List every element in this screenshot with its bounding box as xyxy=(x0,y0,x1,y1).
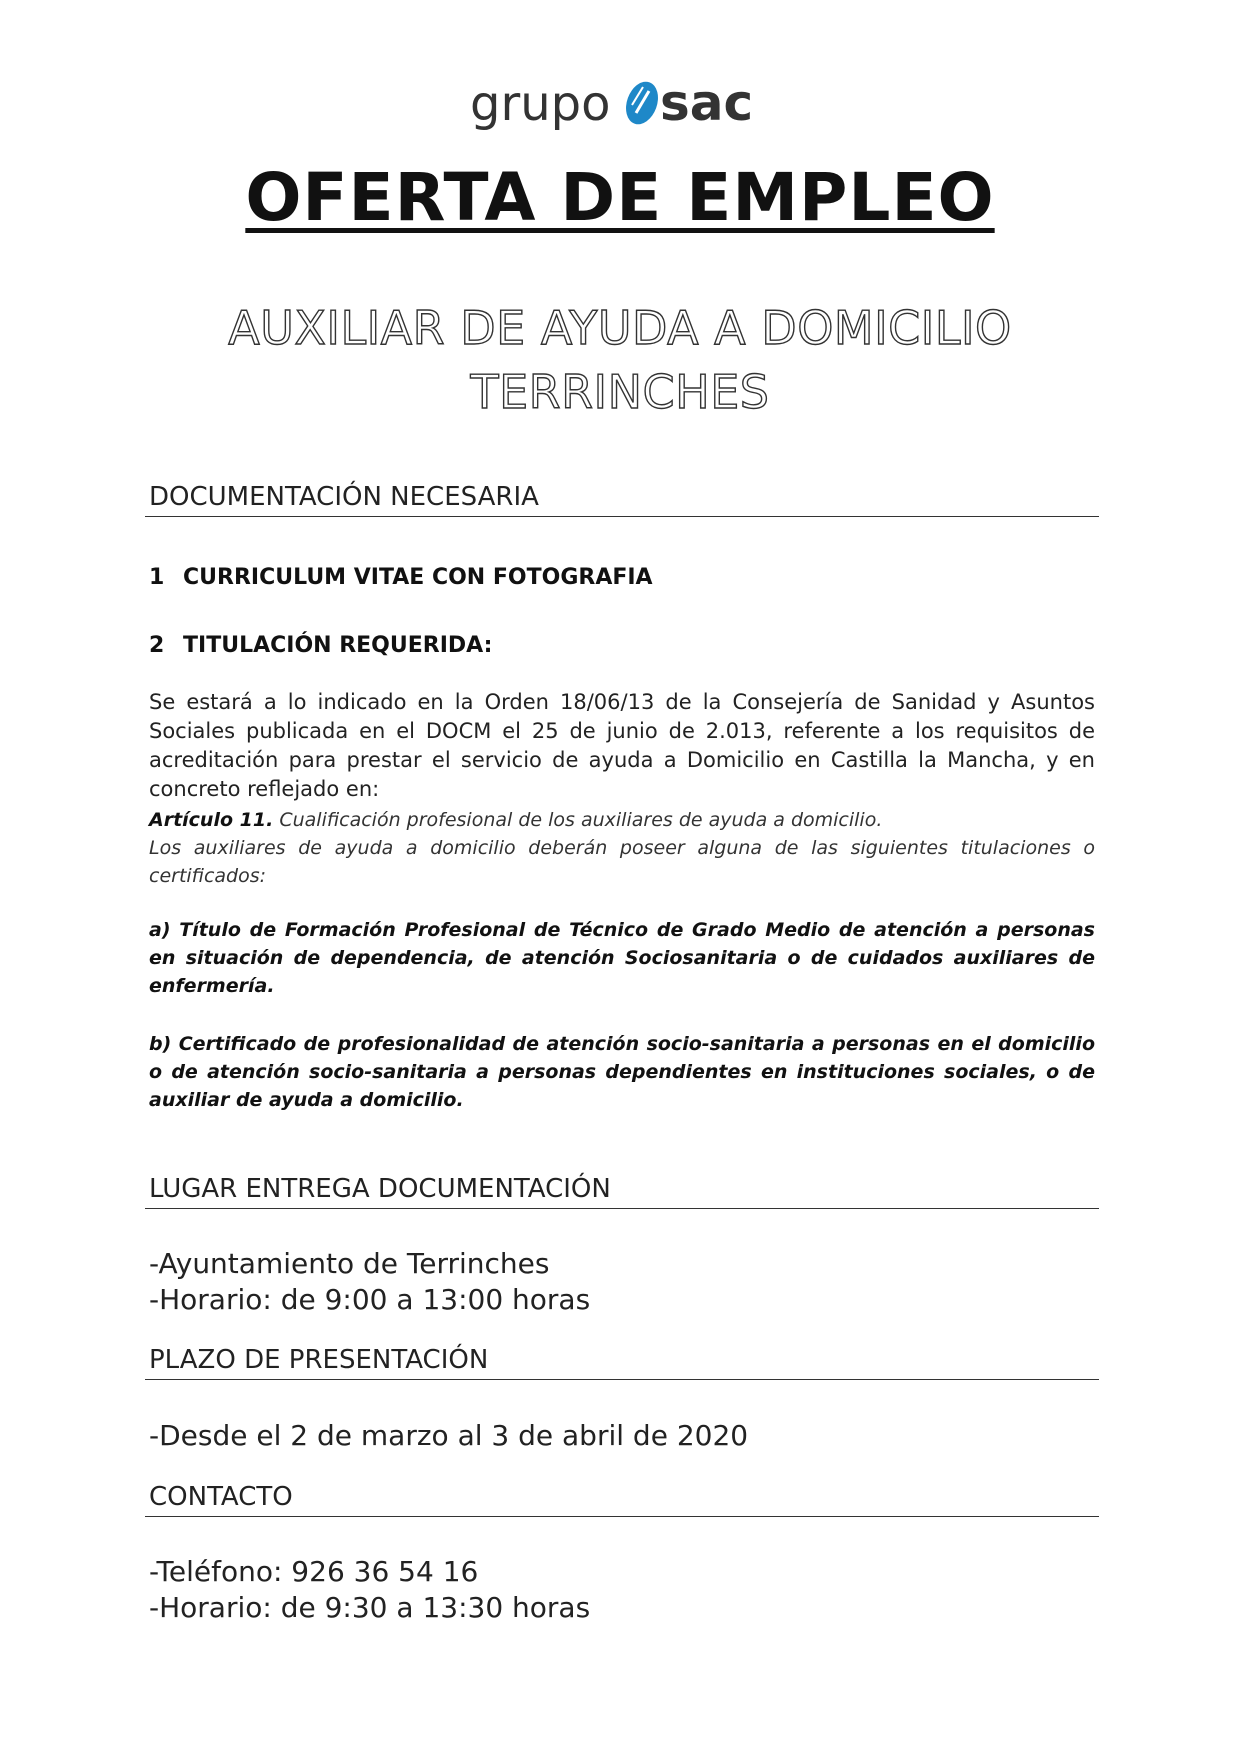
clause-b: b) Certificado de profesionalidad de atención socio-sanitaria a personas en el domicilio o de atención socio-sanitaria a personas dependientes en instituciones sociales, o de auxiliar de ayuda a domicilio. xyxy=(149,1033,1095,1111)
doc-item-2-number: 2 xyxy=(149,633,165,658)
doc-item-1 xyxy=(149,563,653,593)
page-title-text: OFERTA DE EMPLEO xyxy=(245,159,995,236)
section-heading-place: LUGAR ENTREGA DOCUMENTACIÓN xyxy=(145,1172,1099,1209)
doc-item-2 xyxy=(149,631,492,661)
article-block xyxy=(149,806,1095,890)
section-heading-deadline: PLAZO DE PRESENTACIÓN xyxy=(145,1343,1099,1380)
logo-word-sac: sac xyxy=(660,74,754,132)
place-line-2: -Horario: de 9:00 a 13:00 horas xyxy=(149,1283,591,1316)
doc-item-1-label: CURRICULUM VITAE CON FOTOGRAFIA xyxy=(183,565,653,590)
contact-line-2: -Horario: de 9:30 a 13:30 horas xyxy=(149,1591,591,1624)
article-text: Los auxiliares de ayuda a domicilio deberán poseer alguna de las siguientes titulaciones o certificados: xyxy=(149,837,1095,887)
page-title xyxy=(0,158,1240,238)
section-heading-contact: CONTACTO xyxy=(145,1480,1099,1517)
job-title-line1: AUXILIAR DE AYUDA A DOMICILIO xyxy=(228,301,1012,355)
article-title: Cualificación profesional de los auxiliares de ayuda a domicilio. xyxy=(273,809,883,831)
doc-item-2-label: TITULACIÓN REQUERIDA: xyxy=(183,633,493,658)
doc-item-1-number: 1 xyxy=(149,565,165,590)
swoosh-circle-icon xyxy=(620,77,663,129)
job-location: TERRINCHES xyxy=(470,365,770,419)
article-label: Artículo 11. xyxy=(149,809,274,831)
regulation-paragraph: Se estará a lo indicado en la Orden 18/06/13 de la Consejería de Sanidad y Asuntos Sociales publicada en el DOCM el 25 de junio de 2.013, referente a los requisitos de acreditación para prestar el servicio de ayuda a Domicilio en Castilla la Mancha, y en concreto reflejado en: xyxy=(149,690,1095,801)
place-line-1: -Ayuntamiento de Terrinches xyxy=(149,1247,550,1280)
clause-a: a) Título de Formación Profesional de Técnico de Grado Medio de atención a personas en situación de dependencia, de atención Sociosanitaria o de cuidados auxiliares de enfermería. xyxy=(149,919,1095,997)
deadline-line-1: -Desde el 2 de marzo al 3 de abril de 2020 xyxy=(149,1419,749,1452)
contact-line-1: -Teléfono: 926 36 54 16 xyxy=(149,1555,479,1588)
logo-word-grupo: grupo xyxy=(470,76,611,132)
grupo-sac-logo xyxy=(470,74,780,132)
section-heading-documentation: DOCUMENTACIÓN NECESARIA xyxy=(145,480,1099,517)
